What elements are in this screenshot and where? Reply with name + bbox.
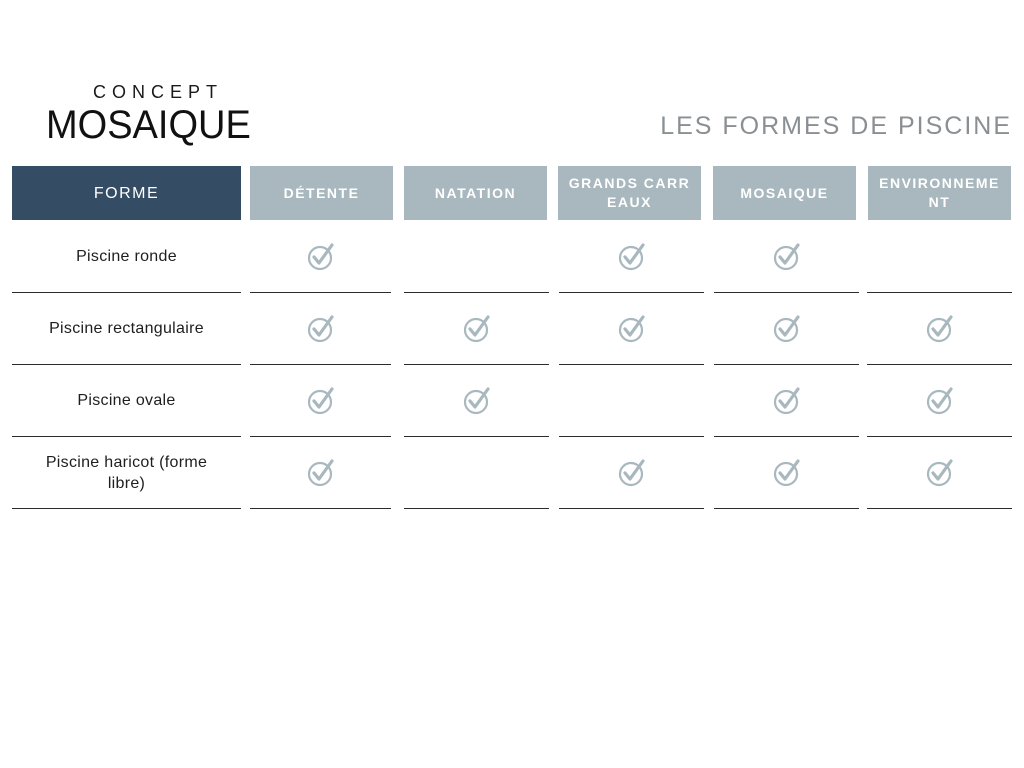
table-cell-mosaique (714, 293, 859, 365)
table-row-label-cell (12, 221, 241, 293)
table-cell-mosaique (714, 221, 859, 293)
circle-check-icon (617, 314, 647, 344)
row-label: Piscine rectangulaire (49, 320, 204, 337)
table-cell-natation (404, 293, 549, 365)
table-row-label-cell (12, 437, 241, 509)
circle-check-icon (772, 386, 802, 416)
column-header-forme (12, 166, 241, 220)
column-header-label: FORME (93, 184, 160, 202)
table-row-label-cell (12, 365, 241, 437)
column-header-grands-carreaux (558, 166, 701, 220)
circle-check-icon (306, 458, 336, 488)
table-cell-environnement (867, 437, 1012, 509)
table-cell-natation (404, 365, 549, 437)
circle-check-icon (617, 458, 647, 488)
page-title: LES FORMES DE PISCINE (660, 112, 1012, 140)
table-row-label-cell (12, 293, 241, 365)
circle-check-icon (306, 242, 336, 272)
column-header-detente (250, 166, 393, 220)
circle-check-icon (306, 386, 336, 416)
circle-check-icon (772, 242, 802, 272)
column-header-label: MOSAIQUE (740, 184, 829, 201)
column-header-label: GRANDS CARREAUX (568, 175, 691, 210)
row-label: Piscine ovale (77, 392, 176, 409)
table-cell-natation (404, 437, 549, 509)
column-header-environnement (868, 166, 1011, 220)
logo-mosaique: MOSAIQUE (46, 103, 251, 147)
table-cell-detente (250, 293, 391, 365)
table-cell-detente (250, 365, 391, 437)
column-header-label: ENVIRONNEMENT (879, 175, 1000, 210)
column-header-mosaique (713, 166, 856, 220)
table-cell-grands-carreaux (559, 365, 704, 437)
logo-concept: CONCEPT (92, 82, 223, 102)
circle-check-icon (925, 386, 955, 416)
circle-check-icon (306, 314, 336, 344)
table-cell-detente (250, 221, 391, 293)
circle-check-icon (772, 458, 802, 488)
circle-check-icon (772, 314, 802, 344)
table-cell-grands-carreaux (559, 437, 704, 509)
table-cell-grands-carreaux (559, 221, 704, 293)
circle-check-icon (462, 386, 492, 416)
circle-check-icon (462, 314, 492, 344)
row-label: Piscine haricot (forme libre) (45, 453, 208, 492)
table-cell-grands-carreaux (559, 293, 704, 365)
row-label: Piscine ronde (76, 248, 177, 265)
circle-check-icon (925, 458, 955, 488)
column-header-label: DÉTENTE (283, 184, 360, 201)
column-header-natation (404, 166, 547, 220)
table-cell-natation (404, 221, 549, 293)
table-cell-detente (250, 437, 391, 509)
circle-check-icon (925, 314, 955, 344)
table-cell-environnement (867, 221, 1012, 293)
column-header-label: NATATION (434, 184, 517, 201)
table-cell-environnement (867, 365, 1012, 437)
table-cell-environnement (867, 293, 1012, 365)
table-cell-mosaique (714, 437, 859, 509)
circle-check-icon (617, 242, 647, 272)
table-cell-mosaique (714, 365, 859, 437)
